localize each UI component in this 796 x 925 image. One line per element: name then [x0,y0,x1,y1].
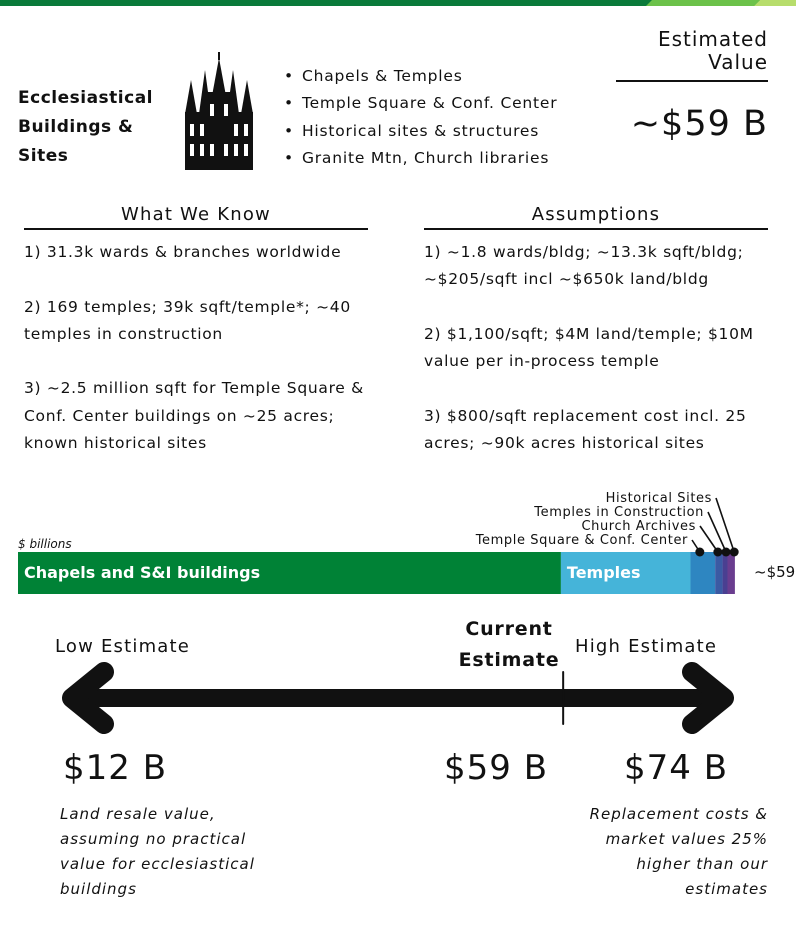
chart-total-label: ~$59 [754,563,796,581]
know-item-1: 1) 31.3k wards & branches worldwide [24,243,342,261]
bar-label: Temples [566,563,641,582]
estimated-value: ~$59 B [630,104,768,144]
estimated-label-line-2: Value [708,50,768,74]
what-we-know-list [24,239,384,485]
bar-segment-temple-square-conf-center [690,552,715,594]
estimated-value-label [658,28,768,74]
know-item-3: 3) ~2.5 million sqft for Temple Square & Conf. Center buildings on ~25 acres; known historical sites [24,379,364,453]
callout-dot [730,548,739,557]
callout-label: Church Archives [581,519,696,534]
title-line-3: Sites [18,146,69,166]
assumptions-list [424,239,784,485]
list-item: • Historical sites & structures [284,119,557,146]
assumption-item-2: 2) $1,100/sqft; $4M land/temple; $10M value per in-process temple [424,324,754,371]
title-line-1: Ecclesiastical [18,88,153,108]
assumption-item-3: 3) $800/sqft replacement cost incl. 25 acres; ~90k acres historical sites [424,406,747,453]
high-estimate-label: High Estimate [575,636,718,657]
estimate-range-arrow [0,660,796,740]
callout-label: Historical Sites [605,491,712,506]
section-title [18,84,178,171]
high-estimate-note: Replacement costs & market values 25% higher than our estimates [589,805,768,898]
callout-dot [722,548,731,557]
chart-unit-label: $ billions [18,537,72,551]
bar-segment-church-archives [715,552,722,594]
what-we-know-heading: What We Know [24,204,368,230]
callout-label: Temples in Construction [534,505,704,520]
title-line-2: Buildings & [18,117,134,137]
current-estimate-label [452,614,566,676]
assumption-item-1: 1) ~1.8 wards/bldg; ~13.3k sqft/bldg; ~$205/sqft incl ~$650k land/bldg [424,243,744,289]
list-item: • Temple Square & Conf. Center [284,91,557,118]
know-item-2: 2) 169 temples; 39k sqft/temple*; ~40 temples in construction [24,297,351,343]
current-label-line-2: Estimate [458,649,560,671]
estimate-divider [616,80,768,82]
callout-label: Temple Square & Conf. Center [475,533,688,548]
current-label-line-1: Current [465,618,553,640]
high-estimate-value: $74 B [624,748,729,788]
temple-silhouette-icon [183,52,255,170]
bar-segment-temples-in-construction [723,552,728,594]
low-estimate-value: $12 B [63,748,168,788]
callout-dot [713,548,722,557]
estimated-label-line-1: Estimated [657,27,768,51]
list-item: • Chapels & Temples [284,64,557,91]
callout-leader-line [700,526,718,552]
assumptions-heading: Assumptions [424,204,768,230]
bar-segment-historical-sites [727,552,734,594]
stacked-bar-chart [0,484,796,602]
asset-list [284,64,557,173]
callout-leader-line [716,498,734,552]
low-estimate-label: Low Estimate [55,636,191,657]
low-estimate-note: Land resale value, assuming no practical value for ecclesiastical buildings [60,805,255,898]
top-accent-bar [0,0,796,6]
list-item: • Granite Mtn, Church libraries [284,146,557,173]
callout-dot [695,548,704,557]
bar-label: Chapels and S&I buildings [24,563,261,582]
current-estimate-value: $59 B [444,748,549,788]
